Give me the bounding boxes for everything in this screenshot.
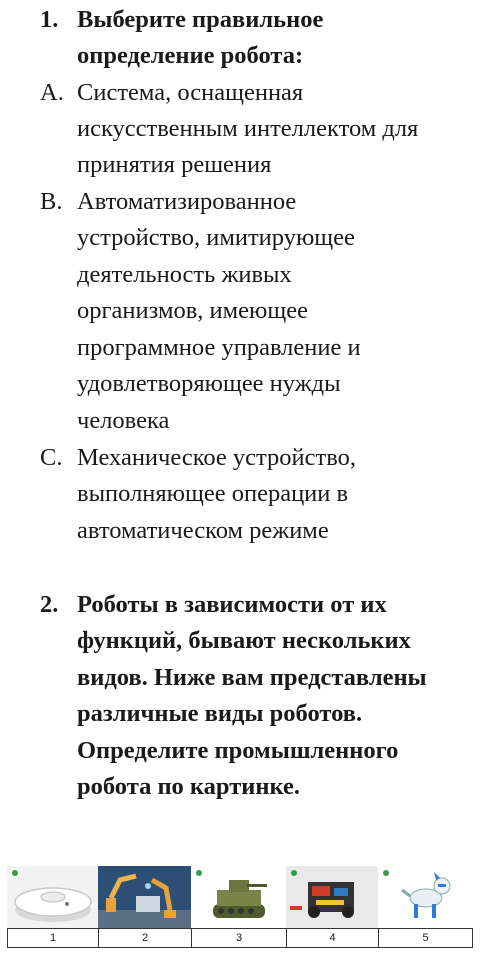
question-2-text-line: робота по картинке. bbox=[77, 773, 301, 800]
option-c-line: Механическое устройство, bbox=[77, 444, 357, 471]
option-b-line: деятельность живых bbox=[77, 261, 292, 288]
option-a-line: искусственным интеллектом для bbox=[77, 115, 419, 142]
question-2-text-line: видов. Ниже вам представлены bbox=[77, 664, 427, 691]
image-label: 2 bbox=[99, 929, 192, 947]
question-2-text-line: функций, бывают нескольких bbox=[77, 627, 411, 654]
robot-vacuum-icon[interactable] bbox=[7, 866, 98, 928]
question-2-text-line: Определите промышленного bbox=[77, 737, 399, 764]
option-b-line: Автоматизированное bbox=[77, 188, 297, 215]
option-c-line: выполняющее операции в bbox=[77, 480, 349, 507]
image-label: 1 bbox=[8, 929, 99, 947]
question-1-text-line: определение робота: bbox=[77, 42, 304, 69]
question-2-number: 2. bbox=[40, 591, 59, 618]
image-number-row bbox=[7, 928, 473, 948]
option-b-letter: B. bbox=[40, 188, 63, 215]
image-label: 3 bbox=[192, 929, 287, 947]
question-2-text-line: Роботы в зависимости от их bbox=[77, 591, 387, 618]
educational-robot-kit-icon[interactable] bbox=[286, 866, 378, 928]
military-tank-robot-icon[interactable] bbox=[191, 866, 286, 928]
question-1-text-line: Выберите правильное bbox=[77, 6, 324, 33]
question-2-text-line: различные виды роботов. bbox=[77, 700, 363, 727]
option-b-line: устройство, имитирующее bbox=[77, 224, 355, 251]
option-c-line: автоматическом режиме bbox=[77, 517, 329, 544]
robot-dog-icon[interactable] bbox=[378, 866, 472, 928]
option-a-letter: A. bbox=[40, 79, 64, 106]
option-a-line: принятия решения bbox=[77, 151, 272, 178]
image-label: 5 bbox=[422, 932, 429, 944]
option-b-line: организмов, имеющее bbox=[77, 297, 308, 324]
industrial-robot-arm-icon[interactable] bbox=[98, 866, 191, 928]
robot-images-strip bbox=[7, 866, 472, 948]
option-b-line: удовлетворяющее нужды bbox=[77, 370, 341, 397]
question-1-number: 1. bbox=[40, 6, 59, 33]
option-a-line: Система, оснащенная bbox=[77, 79, 304, 106]
option-c-letter: C. bbox=[40, 444, 63, 471]
option-b-line: программное управление и bbox=[77, 334, 361, 361]
image-label: 4 bbox=[287, 929, 379, 947]
option-b-line: человека bbox=[77, 407, 170, 434]
